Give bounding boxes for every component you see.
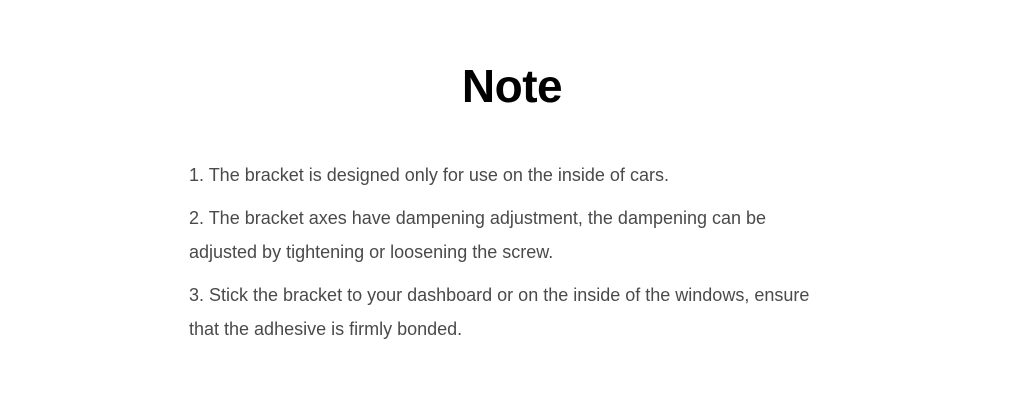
list-item: 1. The bracket is designed only for use on the inside of cars. (189, 165, 669, 185)
page-title: Note (461, 60, 563, 112)
list-item: 3. Stick the bracket to your dashboard or on the inside of the windows, ensure that the adhesive is firmly bonded. (189, 285, 810, 339)
notes-list (189, 158, 829, 355)
list-item: 2. The bracket axes have dampening adjustment, the dampening can be adjusted by tightening or loosening the screw. (189, 208, 767, 262)
